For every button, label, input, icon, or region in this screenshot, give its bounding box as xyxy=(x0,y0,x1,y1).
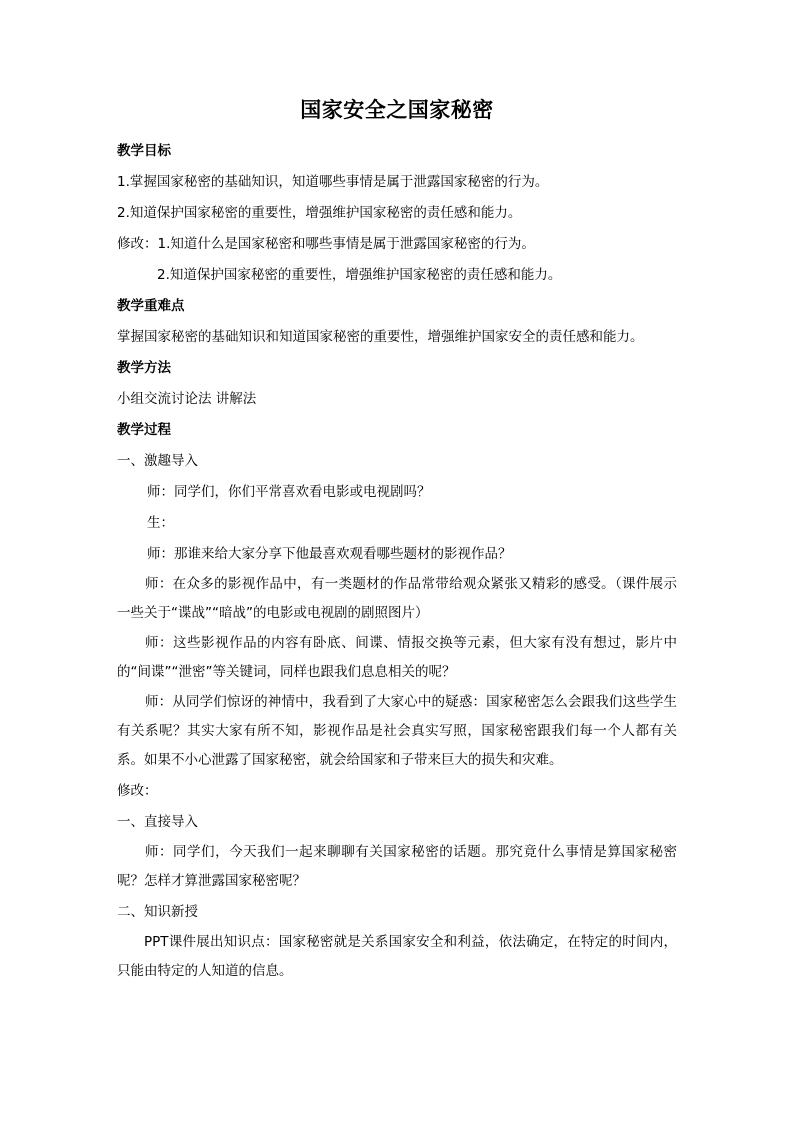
dialogue-line: 师：那谁来给大家分享下他最喜欢观看哪些题材的影视作品？ xyxy=(147,546,512,562)
key-points-text: 掌握国家秘密的基础知识和知道国家秘密的重要性，增强维护国家安全的责任感和能力。 xyxy=(117,329,644,345)
document-page xyxy=(117,96,677,987)
step-heading-intro: 一、激趣导入 xyxy=(117,453,198,469)
step-heading-direct-intro: 一、直接导入 xyxy=(117,814,198,830)
document-title: 国家安全之国家秘密 xyxy=(300,98,494,122)
dialogue-paragraph: 师：在众多的影视作品中，有一类题材的作品常带给观众紧张又精彩的感受。（课件展示一些关于“谍战”“暗战”的电影或电视剧的剧照图片） xyxy=(117,576,677,621)
dialogue-line: 生： xyxy=(147,515,174,531)
dialogue-line: 师：同学们，你们平常喜欢看电影或电视剧吗？ xyxy=(147,484,431,500)
step-heading-new-knowledge: 二、知识新授 xyxy=(117,904,198,920)
dialogue-paragraph: 师：这些影视作品的内容有卧底、间谍、情报交换等元素，但大家有没有想过，影片中的“间谍”“泄密”等关键词，同样也跟我们息息相关的呢？ xyxy=(117,635,677,680)
section-heading-process: 教学过程 xyxy=(117,422,171,438)
revised-objective-2: 2.知道保护国家秘密的重要性，增强维护国家秘密的责任感和能力。 xyxy=(157,267,562,283)
section-heading-methods: 教学方法 xyxy=(117,360,171,376)
objective-1: 1.掌握国家秘密的基础知识，知道哪些事情是属于泄露国家秘密的行为。 xyxy=(117,174,549,190)
section-heading-objectives: 教学目标 xyxy=(117,143,171,159)
revised-objective-1: 修改：1.知道什么是国家秘密和哪些事情是属于泄露国家秘密的行为。 xyxy=(117,236,535,252)
methods-text: 小组交流讨论法 讲解法 xyxy=(117,391,257,407)
ppt-knowledge-paragraph: PPT课件展出知识点：国家秘密就是关系国家安全和利益，依法确定，在特定的时间内，只能由特定的人知道的信息。 xyxy=(117,934,677,979)
section-heading-key-points: 教学重难点 xyxy=(117,298,185,314)
revision-label: 修改： xyxy=(117,783,158,799)
dialogue-paragraph: 师：从同学们惊讶的神情中，我看到了大家心中的疑惑：国家秘密怎么会跟我们这些学生有关系呢？其实大家有所不知，影视作品是社会真实写照，国家秘密跟我们每一个人都有关系。如果不小心泄露了国家秘密，就会给国家和子带来巨大的损失和灾难。 xyxy=(117,694,677,768)
dialogue-paragraph: 师：同学们，今天我们一起来聊聊有关国家秘密的话题。那究竟什么事情是算国家秘密呢？怎样才算泄露国家秘密呢？ xyxy=(117,844,677,889)
objective-2: 2.知道保护国家秘密的重要性，增强维护国家秘密的责任感和能力。 xyxy=(117,205,522,221)
